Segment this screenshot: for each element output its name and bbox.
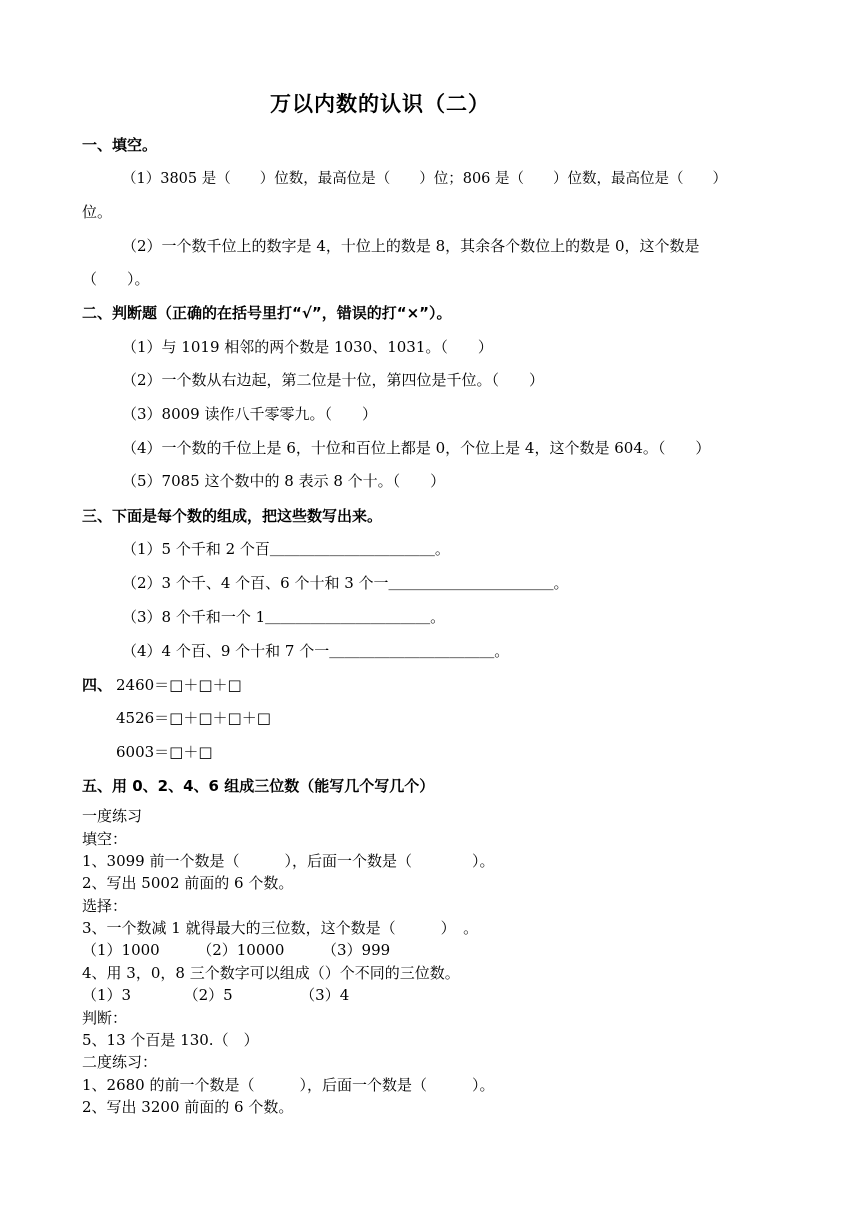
- practice-q7: 2、写出 3200 前面的 6 个数。: [82, 1098, 294, 1116]
- practice-q5: 5、13 个百是 130.（ ）: [82, 1031, 259, 1049]
- question-1-2-line1: （2）一个数千位上的数字是 4，十位上的数是 8，其余各个数位上的数是 0，这个数是: [122, 237, 700, 255]
- section-4-heading: 四、: [82, 676, 113, 694]
- practice-q4: 4、用 3，0，8 三个数字可以组成（）个不同的三位数。: [82, 964, 460, 982]
- section-2-heading: 二、判断题（正确的在括号里打“√”，错误的打“×”）。: [82, 304, 452, 322]
- question-1-2-line2: （ ）。: [82, 270, 150, 288]
- question-1-1-line1: （1）3805 是（ ）位数，最高位是（ ）位；806 是（ ）位数，最高位是（ ）: [122, 171, 728, 187]
- choice-label: 选择：: [82, 897, 128, 915]
- section-1-heading: 一、填空。: [82, 136, 158, 154]
- practice-q2: 2、写出 5002 前面的 6 个数。: [82, 874, 294, 892]
- compose-item-3: （3）8 个千和一个 1＿＿＿＿＿＿＿＿＿＿＿。: [122, 608, 446, 626]
- section-5-heading: 五、用 0、2、4、6 组成三位数（能写几个写几个）: [82, 777, 435, 795]
- practice-q3-options: （1）1000 （2）10000 （3）999: [82, 941, 391, 959]
- practice-q4-options: （1）3 （2）5 （3）4: [82, 986, 350, 1004]
- page-title: 万以内数的认识（二）: [270, 92, 490, 116]
- fill-label: 填空：: [82, 830, 128, 848]
- judge-item-4: （4）一个数的千位上是 6，十位和百位上都是 0，个位上是 4，这个数是 604。（ ）: [122, 439, 711, 457]
- compose-item-2: （2）3 个千、4 个百、6 个十和 3 个一＿＿＿＿＿＿＿＿＿＿＿。: [122, 574, 569, 592]
- practice-2-title: 二度练习：: [82, 1053, 158, 1071]
- compose-item-1: （1）5 个千和 2 个百＿＿＿＿＿＿＿＿＿＿＿。: [122, 540, 450, 558]
- practice-q1: 1、3099 前一个数是（ ），后面一个数是（ ）。: [82, 852, 495, 870]
- section-3-heading: 三、下面是每个数的组成，把这些数写出来。: [82, 507, 383, 525]
- practice-1-title: 一度练习: [82, 807, 143, 825]
- equation-1: 2460＝□＋□＋□: [116, 676, 242, 694]
- compose-item-4: （4）4 个百、9 个十和 7 个一＿＿＿＿＿＿＿＿＿＿＿。: [122, 642, 510, 660]
- judge-item-1: （1）与 1019 相邻的两个数是 1030、1031。（ ）: [122, 338, 493, 356]
- question-1-1-line2: 位。: [82, 203, 113, 221]
- judge-item-3: （3）8009 读作八千零零九。（ ）: [122, 405, 377, 423]
- practice-q6: 1、2680 的前一个数是（ ），后面一个数是（ ）。: [82, 1076, 495, 1094]
- judge-item-2: （2）一个数从右边起，第二位是十位，第四位是千位。（ ）: [122, 371, 545, 389]
- judge-label: 判断：: [82, 1009, 128, 1027]
- judge-item-5: （5）7085 这个数中的 8 表示 8 个十。（ ）: [122, 472, 446, 490]
- equation-2: 4526＝□＋□＋□＋□: [116, 709, 271, 727]
- equation-3: 6003＝□＋□: [116, 743, 213, 761]
- practice-q3: 3、一个数减 1 就得最大的三位数，这个数是（ ） 。: [82, 919, 479, 937]
